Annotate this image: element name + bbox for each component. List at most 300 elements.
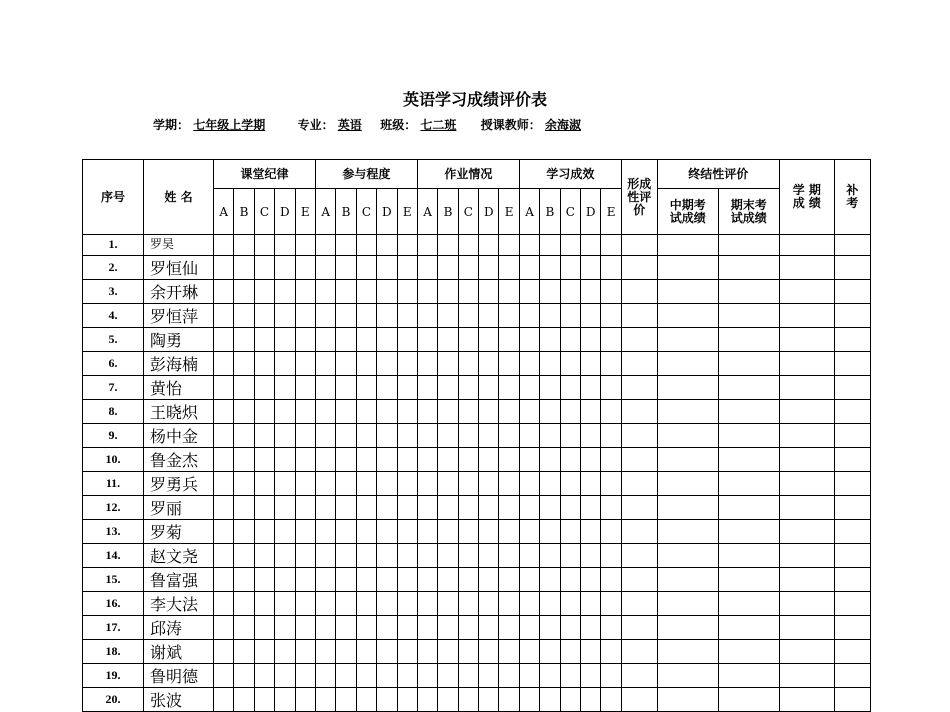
score-cell[interactable] (519, 615, 539, 639)
score-cell[interactable] (234, 255, 254, 279)
score-cell[interactable] (479, 663, 499, 687)
score-cell[interactable] (275, 687, 295, 711)
score-cell[interactable] (275, 591, 295, 615)
score-cell[interactable] (397, 423, 417, 447)
score-cell[interactable] (601, 423, 621, 447)
score-cell[interactable] (581, 375, 601, 399)
score-cell[interactable] (356, 663, 376, 687)
score-cell[interactable] (356, 639, 376, 663)
score-cell[interactable] (458, 615, 478, 639)
score-cell[interactable] (214, 375, 234, 399)
score-cell[interactable] (499, 519, 519, 543)
score-cell[interactable] (417, 495, 437, 519)
score-cell[interactable] (234, 471, 254, 495)
score-cell[interactable] (519, 327, 539, 351)
score-cell[interactable] (254, 615, 274, 639)
score-cell[interactable] (834, 351, 870, 375)
score-cell[interactable] (275, 327, 295, 351)
score-cell[interactable] (438, 663, 458, 687)
score-cell[interactable] (834, 615, 870, 639)
score-cell[interactable] (336, 423, 356, 447)
score-cell[interactable] (519, 423, 539, 447)
score-cell[interactable] (718, 399, 779, 423)
score-cell[interactable] (336, 351, 356, 375)
score-cell[interactable] (540, 279, 560, 303)
score-cell[interactable] (581, 447, 601, 471)
score-cell[interactable] (295, 567, 315, 591)
score-cell[interactable] (718, 351, 779, 375)
score-cell[interactable] (254, 235, 274, 256)
score-cell[interactable] (499, 351, 519, 375)
score-cell[interactable] (718, 543, 779, 567)
score-cell[interactable] (275, 279, 295, 303)
score-cell[interactable] (657, 687, 718, 711)
score-cell[interactable] (397, 543, 417, 567)
score-cell[interactable] (336, 235, 356, 256)
score-cell[interactable] (657, 279, 718, 303)
score-cell[interactable] (275, 447, 295, 471)
score-cell[interactable] (499, 495, 519, 519)
score-cell[interactable] (254, 351, 274, 375)
score-cell[interactable] (356, 375, 376, 399)
score-cell[interactable] (377, 519, 397, 543)
score-cell[interactable] (499, 235, 519, 256)
score-cell[interactable] (438, 255, 458, 279)
score-cell[interactable] (581, 615, 601, 639)
score-cell[interactable] (417, 615, 437, 639)
score-cell[interactable] (519, 591, 539, 615)
score-cell[interactable] (657, 495, 718, 519)
score-cell[interactable] (540, 399, 560, 423)
score-cell[interactable] (718, 327, 779, 351)
score-cell[interactable] (540, 471, 560, 495)
score-cell[interactable] (519, 303, 539, 327)
score-cell[interactable] (275, 615, 295, 639)
score-cell[interactable] (458, 639, 478, 663)
score-cell[interactable] (718, 591, 779, 615)
score-cell[interactable] (499, 303, 519, 327)
score-cell[interactable] (560, 279, 580, 303)
score-cell[interactable] (377, 663, 397, 687)
score-cell[interactable] (214, 255, 234, 279)
score-cell[interactable] (438, 567, 458, 591)
score-cell[interactable] (275, 639, 295, 663)
score-cell[interactable] (234, 687, 254, 711)
score-cell[interactable] (397, 687, 417, 711)
score-cell[interactable] (581, 279, 601, 303)
score-cell[interactable] (718, 279, 779, 303)
score-cell[interactable] (479, 687, 499, 711)
score-cell[interactable] (540, 447, 560, 471)
score-cell[interactable] (621, 235, 657, 256)
score-cell[interactable] (458, 351, 478, 375)
score-cell[interactable] (377, 543, 397, 567)
score-cell[interactable] (621, 567, 657, 591)
score-cell[interactable] (377, 567, 397, 591)
score-cell[interactable] (254, 327, 274, 351)
score-cell[interactable] (479, 399, 499, 423)
score-cell[interactable] (254, 543, 274, 567)
score-cell[interactable] (336, 375, 356, 399)
score-cell[interactable] (234, 423, 254, 447)
score-cell[interactable] (336, 279, 356, 303)
score-cell[interactable] (560, 615, 580, 639)
score-cell[interactable] (377, 351, 397, 375)
score-cell[interactable] (254, 495, 274, 519)
score-cell[interactable] (581, 351, 601, 375)
score-cell[interactable] (214, 519, 234, 543)
score-cell[interactable] (779, 591, 834, 615)
score-cell[interactable] (834, 279, 870, 303)
score-cell[interactable] (621, 327, 657, 351)
score-cell[interactable] (397, 351, 417, 375)
score-cell[interactable] (377, 303, 397, 327)
score-cell[interactable] (336, 447, 356, 471)
score-cell[interactable] (834, 375, 870, 399)
score-cell[interactable] (397, 639, 417, 663)
score-cell[interactable] (581, 471, 601, 495)
score-cell[interactable] (254, 663, 274, 687)
score-cell[interactable] (499, 399, 519, 423)
score-cell[interactable] (621, 663, 657, 687)
score-cell[interactable] (601, 519, 621, 543)
score-cell[interactable] (438, 235, 458, 256)
score-cell[interactable] (377, 423, 397, 447)
score-cell[interactable] (560, 235, 580, 256)
score-cell[interactable] (397, 495, 417, 519)
score-cell[interactable] (275, 399, 295, 423)
score-cell[interactable] (718, 375, 779, 399)
score-cell[interactable] (356, 255, 376, 279)
score-cell[interactable] (519, 375, 539, 399)
score-cell[interactable] (779, 279, 834, 303)
score-cell[interactable] (540, 327, 560, 351)
score-cell[interactable] (234, 447, 254, 471)
score-cell[interactable] (397, 375, 417, 399)
score-cell[interactable] (718, 235, 779, 256)
score-cell[interactable] (458, 591, 478, 615)
score-cell[interactable] (601, 495, 621, 519)
score-cell[interactable] (718, 447, 779, 471)
score-cell[interactable] (254, 519, 274, 543)
score-cell[interactable] (601, 255, 621, 279)
score-cell[interactable] (275, 351, 295, 375)
score-cell[interactable] (458, 375, 478, 399)
score-cell[interactable] (581, 303, 601, 327)
score-cell[interactable] (479, 519, 499, 543)
score-cell[interactable] (295, 447, 315, 471)
score-cell[interactable] (519, 663, 539, 687)
score-cell[interactable] (417, 351, 437, 375)
score-cell[interactable] (295, 663, 315, 687)
score-cell[interactable] (834, 543, 870, 567)
score-cell[interactable] (234, 235, 254, 256)
score-cell[interactable] (458, 279, 478, 303)
score-cell[interactable] (479, 351, 499, 375)
score-cell[interactable] (275, 375, 295, 399)
score-cell[interactable] (397, 327, 417, 351)
score-cell[interactable] (479, 447, 499, 471)
score-cell[interactable] (275, 495, 295, 519)
score-cell[interactable] (540, 255, 560, 279)
score-cell[interactable] (779, 255, 834, 279)
score-cell[interactable] (295, 543, 315, 567)
score-cell[interactable] (377, 375, 397, 399)
score-cell[interactable] (560, 471, 580, 495)
score-cell[interactable] (275, 543, 295, 567)
score-cell[interactable] (234, 495, 254, 519)
score-cell[interactable] (356, 543, 376, 567)
score-cell[interactable] (560, 375, 580, 399)
score-cell[interactable] (356, 399, 376, 423)
score-cell[interactable] (356, 447, 376, 471)
score-cell[interactable] (356, 495, 376, 519)
score-cell[interactable] (417, 235, 437, 256)
score-cell[interactable] (779, 235, 834, 256)
score-cell[interactable] (834, 639, 870, 663)
score-cell[interactable] (621, 351, 657, 375)
score-cell[interactable] (315, 495, 335, 519)
score-cell[interactable] (499, 471, 519, 495)
score-cell[interactable] (601, 399, 621, 423)
score-cell[interactable] (519, 279, 539, 303)
score-cell[interactable] (417, 519, 437, 543)
score-cell[interactable] (336, 519, 356, 543)
score-cell[interactable] (519, 399, 539, 423)
score-cell[interactable] (315, 567, 335, 591)
score-cell[interactable] (540, 351, 560, 375)
score-cell[interactable] (621, 279, 657, 303)
score-cell[interactable] (519, 543, 539, 567)
score-cell[interactable] (540, 591, 560, 615)
score-cell[interactable] (417, 279, 437, 303)
score-cell[interactable] (417, 567, 437, 591)
score-cell[interactable] (540, 615, 560, 639)
score-cell[interactable] (657, 591, 718, 615)
score-cell[interactable] (621, 303, 657, 327)
score-cell[interactable] (377, 639, 397, 663)
score-cell[interactable] (438, 591, 458, 615)
score-cell[interactable] (315, 399, 335, 423)
score-cell[interactable] (458, 447, 478, 471)
score-cell[interactable] (479, 471, 499, 495)
score-cell[interactable] (479, 303, 499, 327)
score-cell[interactable] (834, 471, 870, 495)
score-cell[interactable] (315, 615, 335, 639)
score-cell[interactable] (779, 663, 834, 687)
score-cell[interactable] (234, 375, 254, 399)
score-cell[interactable] (560, 399, 580, 423)
score-cell[interactable] (336, 639, 356, 663)
score-cell[interactable] (499, 447, 519, 471)
score-cell[interactable] (779, 351, 834, 375)
score-cell[interactable] (540, 687, 560, 711)
score-cell[interactable] (779, 423, 834, 447)
score-cell[interactable] (601, 351, 621, 375)
score-cell[interactable] (834, 495, 870, 519)
score-cell[interactable] (417, 423, 437, 447)
score-cell[interactable] (458, 327, 478, 351)
score-cell[interactable] (601, 447, 621, 471)
score-cell[interactable] (356, 519, 376, 543)
score-cell[interactable] (315, 235, 335, 256)
score-cell[interactable] (356, 423, 376, 447)
score-cell[interactable] (657, 471, 718, 495)
score-cell[interactable] (417, 471, 437, 495)
score-cell[interactable] (254, 447, 274, 471)
score-cell[interactable] (581, 663, 601, 687)
score-cell[interactable] (519, 255, 539, 279)
score-cell[interactable] (438, 471, 458, 495)
score-cell[interactable] (458, 543, 478, 567)
score-cell[interactable] (718, 255, 779, 279)
score-cell[interactable] (834, 327, 870, 351)
score-cell[interactable] (560, 591, 580, 615)
score-cell[interactable] (438, 303, 458, 327)
score-cell[interactable] (601, 639, 621, 663)
score-cell[interactable] (621, 687, 657, 711)
score-cell[interactable] (214, 351, 234, 375)
score-cell[interactable] (657, 519, 718, 543)
score-cell[interactable] (779, 567, 834, 591)
score-cell[interactable] (479, 567, 499, 591)
score-cell[interactable] (458, 495, 478, 519)
score-cell[interactable] (234, 591, 254, 615)
score-cell[interactable] (295, 375, 315, 399)
score-cell[interactable] (479, 591, 499, 615)
score-cell[interactable] (336, 495, 356, 519)
score-cell[interactable] (560, 543, 580, 567)
score-cell[interactable] (499, 687, 519, 711)
score-cell[interactable] (417, 303, 437, 327)
score-cell[interactable] (560, 495, 580, 519)
score-cell[interactable] (718, 639, 779, 663)
score-cell[interactable] (295, 615, 315, 639)
score-cell[interactable] (315, 327, 335, 351)
score-cell[interactable] (519, 519, 539, 543)
score-cell[interactable] (581, 423, 601, 447)
score-cell[interactable] (621, 447, 657, 471)
score-cell[interactable] (499, 663, 519, 687)
score-cell[interactable] (336, 471, 356, 495)
score-cell[interactable] (499, 639, 519, 663)
score-cell[interactable] (834, 519, 870, 543)
score-cell[interactable] (657, 399, 718, 423)
score-cell[interactable] (254, 567, 274, 591)
score-cell[interactable] (438, 423, 458, 447)
score-cell[interactable] (315, 447, 335, 471)
score-cell[interactable] (417, 255, 437, 279)
score-cell[interactable] (581, 399, 601, 423)
score-cell[interactable] (499, 375, 519, 399)
score-cell[interactable] (479, 639, 499, 663)
score-cell[interactable] (601, 471, 621, 495)
score-cell[interactable] (214, 303, 234, 327)
score-cell[interactable] (417, 687, 437, 711)
score-cell[interactable] (214, 423, 234, 447)
score-cell[interactable] (397, 591, 417, 615)
score-cell[interactable] (438, 495, 458, 519)
score-cell[interactable] (377, 255, 397, 279)
score-cell[interactable] (479, 235, 499, 256)
score-cell[interactable] (601, 375, 621, 399)
score-cell[interactable] (458, 567, 478, 591)
score-cell[interactable] (479, 615, 499, 639)
score-cell[interactable] (356, 567, 376, 591)
score-cell[interactable] (417, 591, 437, 615)
score-cell[interactable] (601, 279, 621, 303)
score-cell[interactable] (397, 235, 417, 256)
score-cell[interactable] (336, 663, 356, 687)
score-cell[interactable] (377, 591, 397, 615)
score-cell[interactable] (336, 567, 356, 591)
score-cell[interactable] (438, 279, 458, 303)
score-cell[interactable] (254, 303, 274, 327)
score-cell[interactable] (834, 303, 870, 327)
score-cell[interactable] (657, 351, 718, 375)
score-cell[interactable] (581, 639, 601, 663)
score-cell[interactable] (601, 235, 621, 256)
score-cell[interactable] (295, 255, 315, 279)
score-cell[interactable] (621, 615, 657, 639)
score-cell[interactable] (718, 615, 779, 639)
score-cell[interactable] (779, 519, 834, 543)
score-cell[interactable] (234, 567, 254, 591)
score-cell[interactable] (417, 399, 437, 423)
score-cell[interactable] (479, 327, 499, 351)
score-cell[interactable] (397, 567, 417, 591)
score-cell[interactable] (519, 567, 539, 591)
score-cell[interactable] (718, 471, 779, 495)
score-cell[interactable] (234, 663, 254, 687)
score-cell[interactable] (621, 255, 657, 279)
score-cell[interactable] (560, 519, 580, 543)
score-cell[interactable] (601, 687, 621, 711)
score-cell[interactable] (214, 327, 234, 351)
score-cell[interactable] (499, 543, 519, 567)
score-cell[interactable] (499, 567, 519, 591)
score-cell[interactable] (295, 591, 315, 615)
score-cell[interactable] (417, 375, 437, 399)
score-cell[interactable] (657, 423, 718, 447)
score-cell[interactable] (540, 235, 560, 256)
score-cell[interactable] (479, 543, 499, 567)
score-cell[interactable] (479, 375, 499, 399)
score-cell[interactable] (336, 687, 356, 711)
score-cell[interactable] (621, 423, 657, 447)
score-cell[interactable] (540, 639, 560, 663)
score-cell[interactable] (479, 423, 499, 447)
score-cell[interactable] (377, 687, 397, 711)
score-cell[interactable] (834, 423, 870, 447)
score-cell[interactable] (234, 399, 254, 423)
score-cell[interactable] (718, 423, 779, 447)
score-cell[interactable] (295, 687, 315, 711)
score-cell[interactable] (519, 687, 539, 711)
score-cell[interactable] (377, 235, 397, 256)
score-cell[interactable] (779, 543, 834, 567)
score-cell[interactable] (540, 543, 560, 567)
score-cell[interactable] (336, 615, 356, 639)
score-cell[interactable] (214, 471, 234, 495)
score-cell[interactable] (438, 615, 458, 639)
score-cell[interactable] (377, 471, 397, 495)
score-cell[interactable] (834, 567, 870, 591)
score-cell[interactable] (275, 663, 295, 687)
score-cell[interactable] (295, 399, 315, 423)
score-cell[interactable] (417, 543, 437, 567)
score-cell[interactable] (397, 255, 417, 279)
